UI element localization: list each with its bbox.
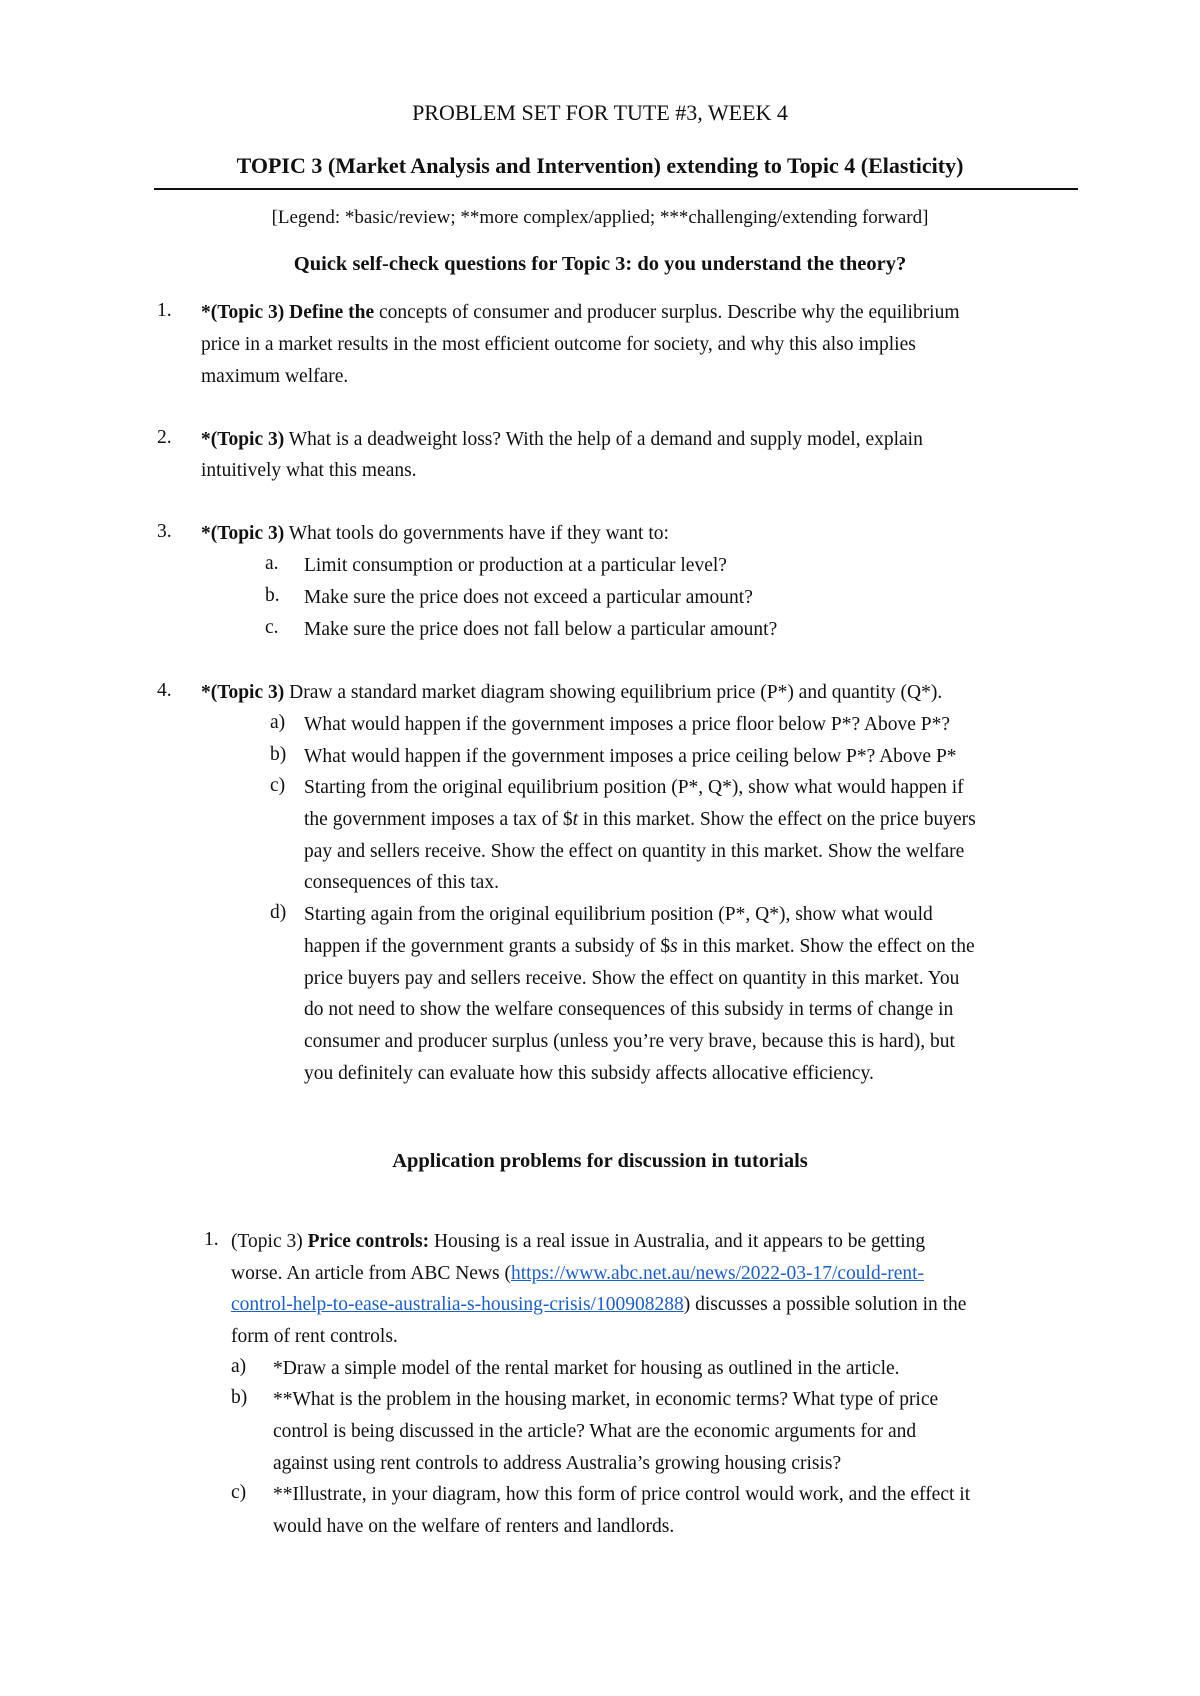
question-line xyxy=(201,680,942,706)
text-run: in this market. Show the effect on the price buyers xyxy=(578,809,976,830)
sub-item-text: Starting from the original equilibrium position (P*, Q*), show what would happen if xyxy=(304,777,964,798)
sub-item-text: Starting again from the original equilibrium position (P*, Q*), show what would xyxy=(304,904,933,925)
question-line xyxy=(201,300,960,326)
sub-item-text: you definitely can evaluate how this subsidy affects allocative efficiency. xyxy=(304,1063,874,1084)
topic-tag: (Topic 3) xyxy=(231,1231,308,1252)
sub-item-text: **What is the problem in the housing market, in economic terms? What type of price xyxy=(273,1389,939,1410)
text-run: in this market. Show the effect on the xyxy=(677,936,975,957)
sub-item-text: Make sure the price does not exceed a particular amount? xyxy=(304,587,753,608)
sub-item-label: a) xyxy=(231,1356,247,1377)
topic-tag: *(Topic 3) xyxy=(201,429,285,450)
sub-item-text: Make sure the price does not fall below a particular amount? xyxy=(304,619,778,640)
sub-item-text: consumer and producer surplus (unless you’re very brave, because this is hard), but xyxy=(304,1031,955,1052)
sub-item-text: pay and sellers receive. Show the effect on quantity in this market. Show the welfare xyxy=(304,841,965,862)
question-text: Draw a standard market diagram showing equilibrium price (P*) and quantity (Q*). xyxy=(284,682,943,703)
sub-item-text: *Draw a simple model of the rental market for housing as outlined in the article. xyxy=(273,1358,900,1379)
sub-item-text: What would happen if the government imposes a price ceiling below P*? Above P* xyxy=(304,746,957,767)
topic-tag: *(Topic 3) xyxy=(201,523,285,544)
sub-item-label: c) xyxy=(270,775,286,796)
sub-item-label: a. xyxy=(265,553,279,574)
article-link[interactable]: https://www.abc.net.au/news/2022-03-17/could-rent- xyxy=(511,1263,925,1284)
problem-line: form of rent controls. xyxy=(231,1326,398,1347)
topic-heading: TOPIC 3 (Market Analysis and Intervention) extending to Topic 4 (Elasticity) xyxy=(236,153,964,178)
text-run: happen if the government grants a subsidy of $ xyxy=(304,936,671,957)
sub-item-label: d) xyxy=(270,902,287,923)
question-number: 1. xyxy=(157,300,172,321)
variable-t: t xyxy=(572,809,579,830)
sub-item-text: **Illustrate, in your diagram, how this form of price control would work, and the effect it xyxy=(273,1484,971,1505)
question-line xyxy=(201,521,669,547)
page-title: PROBLEM SET FOR TUTE #3, WEEK 4 xyxy=(412,100,788,125)
sub-item-text: price buyers pay and sellers receive. Show the effect on quantity in this market. You xyxy=(304,968,960,989)
sub-item-label: b. xyxy=(265,585,280,606)
legend-text: [Legend: *basic/review; **more complex/applied; ***challenging/extending forward] xyxy=(271,207,929,228)
problem-line xyxy=(231,1292,966,1318)
question-line: maximum welfare. xyxy=(201,366,349,387)
question-line: price in a market results in the most efficient outcome for society, and why this also implies xyxy=(201,334,916,355)
text-run: worse. An article from ABC News ( xyxy=(231,1263,511,1284)
quick-check-heading: Quick self-check questions for Topic 3: do you understand the theory? xyxy=(293,253,907,275)
question-number: 2. xyxy=(157,427,172,448)
sub-item-label: b) xyxy=(270,744,287,765)
sub-item-text: control is being discussed in the article? What are the economic arguments for and xyxy=(273,1421,917,1442)
problem-line xyxy=(231,1261,924,1287)
sub-item-label: a) xyxy=(270,712,286,733)
sub-item-text: would have on the welfare of renters and landlords. xyxy=(273,1516,675,1537)
topic-tag: *(Topic 3) Define the xyxy=(201,302,375,323)
sub-item-label: b) xyxy=(231,1387,248,1408)
question-text: What is a deadweight loss? With the help of a demand and supply model, explain xyxy=(284,429,923,450)
problem-line xyxy=(231,1229,925,1255)
question-text: concepts of consumer and producer surplus. Describe why the equilibrium xyxy=(374,302,960,323)
question-number: 4. xyxy=(157,680,172,701)
topic-tag: *(Topic 3) xyxy=(201,682,285,703)
text-run: the government imposes a tax of $ xyxy=(304,809,573,830)
sub-item-label: c) xyxy=(231,1482,247,1503)
question-text: What tools do governments have if they want to: xyxy=(284,523,669,544)
problem-title: Price controls: xyxy=(307,1231,430,1252)
sub-item-text: Limit consumption or production at a particular level? xyxy=(304,555,727,576)
question-line: intuitively what this means. xyxy=(201,460,417,481)
sub-item-text: What would happen if the government imposes a price floor below P*? Above P*? xyxy=(304,714,951,735)
variable-s: s xyxy=(670,936,678,957)
problem-number: 1. xyxy=(204,1229,219,1250)
sub-item-text: against using rent controls to address Australia’s growing housing crisis? xyxy=(273,1453,842,1474)
article-link[interactable]: control-help-to-ease-australia-s-housing-crisis/100908288 xyxy=(231,1294,684,1315)
text-run: Housing is a real issue in Australia, and it appears to be getting xyxy=(429,1231,926,1252)
sub-item-text: consequences of this tax. xyxy=(304,872,499,893)
sub-item-text xyxy=(304,934,975,960)
sub-item-label: c. xyxy=(265,617,279,638)
text-run: ) discusses a possible solution in the xyxy=(683,1294,967,1315)
sub-item-text: do not need to show the welfare consequences of this subsidy in terms of change in xyxy=(304,999,954,1020)
application-heading: Application problems for discussion in tutorials xyxy=(392,1150,808,1172)
sub-item-text xyxy=(304,807,976,833)
title-divider xyxy=(154,188,1078,190)
question-number: 3. xyxy=(157,521,172,542)
question-line xyxy=(201,427,923,453)
